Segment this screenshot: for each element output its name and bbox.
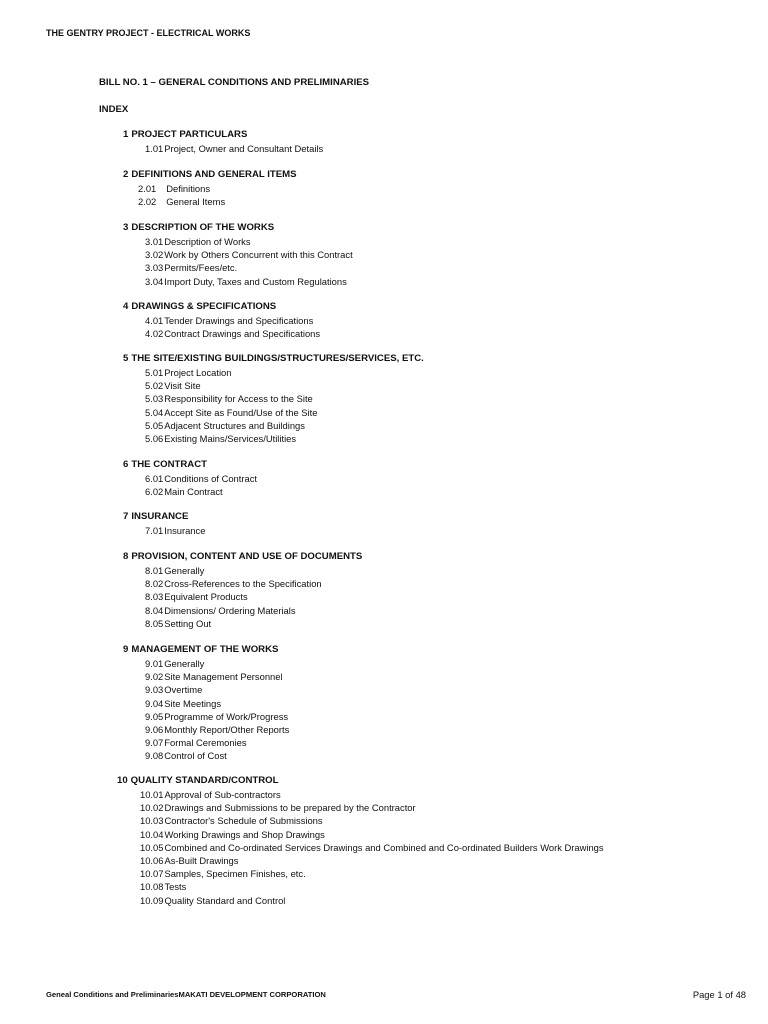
section-number: 4 bbox=[123, 301, 129, 312]
item-number: 6.02 bbox=[145, 486, 164, 498]
item-number: 3.01 bbox=[145, 236, 164, 247]
section-heading bbox=[123, 222, 274, 233]
section-number: 2 bbox=[123, 169, 129, 180]
item-number: 5.02 bbox=[145, 380, 164, 392]
index-item bbox=[138, 183, 210, 194]
item-number: 3.04 bbox=[145, 275, 164, 287]
index-item bbox=[145, 367, 231, 378]
item-label: As-Built Drawings bbox=[164, 855, 239, 866]
item-label: Responsibility for Access to the Site bbox=[164, 393, 313, 405]
item-number: 6.01 bbox=[145, 473, 164, 484]
section-heading bbox=[123, 644, 278, 655]
item-label: Generally bbox=[164, 658, 205, 669]
footer-text: Geneal Conditions and PreliminariesMAKATI DEVELOPMENT CORPORATION bbox=[46, 990, 326, 999]
index-item bbox=[145, 420, 305, 431]
item-label: Existing Mains/Services/Utilities bbox=[164, 433, 297, 444]
index-item bbox=[145, 671, 283, 682]
item-label: Programme of Work/Progress bbox=[164, 710, 289, 722]
index-item bbox=[145, 658, 204, 669]
item-label: Cross-References to the Specification bbox=[164, 578, 322, 590]
item-label: Setting Out bbox=[164, 617, 212, 629]
item-number: 3.02 bbox=[145, 249, 164, 261]
index-item bbox=[145, 143, 323, 154]
section-heading bbox=[123, 301, 276, 312]
item-label: Work by Others Concurrent with this Contract bbox=[164, 249, 353, 261]
section-title: DRAWINGS & SPECIFICATIONS bbox=[131, 301, 277, 312]
item-label: Tender Drawings and Specifications bbox=[164, 315, 314, 326]
index-item bbox=[145, 486, 223, 497]
index-item bbox=[145, 433, 296, 444]
index-item bbox=[145, 276, 347, 287]
item-number: 5.04 bbox=[145, 406, 164, 418]
item-number: 10.05 bbox=[140, 841, 164, 853]
item-number: 8.01 bbox=[145, 565, 164, 576]
bill-title: BILL NO. 1 – GENERAL CONDITIONS AND PRELIMINARIES bbox=[99, 77, 370, 88]
item-number: 1.01 bbox=[145, 143, 164, 154]
section-number: 9 bbox=[123, 644, 129, 655]
item-label: Import Duty, Taxes and Custom Regulations bbox=[164, 275, 347, 287]
index-item bbox=[140, 895, 285, 906]
section-number: 6 bbox=[123, 459, 129, 470]
section-heading bbox=[123, 551, 362, 562]
index-item bbox=[145, 380, 201, 391]
item-label: Overtime bbox=[164, 684, 203, 696]
item-number: 9.08 bbox=[145, 750, 164, 762]
item-number: 10.09 bbox=[140, 894, 164, 906]
item-number: 9.05 bbox=[145, 710, 164, 722]
section-title: QUALITY STANDARD/CONTROL bbox=[130, 775, 279, 786]
item-label: Insurance bbox=[164, 525, 206, 536]
item-number: 10.02 bbox=[140, 802, 164, 814]
item-number: 5.01 bbox=[145, 367, 164, 378]
index-item bbox=[145, 315, 313, 326]
index-item bbox=[140, 842, 604, 853]
item-label: Site Management Personnel bbox=[164, 671, 283, 683]
index-item bbox=[145, 618, 211, 629]
item-label: General Items bbox=[166, 196, 226, 208]
index-item bbox=[145, 750, 227, 761]
item-number: 8.05 bbox=[145, 617, 164, 629]
item-number: 10.04 bbox=[140, 828, 164, 840]
section-title: THE SITE/EXISTING BUILDINGS/STRUCTURES/SERVICES, ETC. bbox=[131, 353, 424, 364]
section-title: PROVISION, CONTENT AND USE OF DOCUMENTS bbox=[131, 551, 363, 562]
item-number: 9.01 bbox=[145, 658, 164, 669]
item-label: Project, Owner and Consultant Details bbox=[164, 143, 324, 154]
item-label: Description of Works bbox=[164, 236, 251, 247]
index-item bbox=[145, 407, 317, 418]
index-item bbox=[140, 802, 416, 813]
section-heading bbox=[123, 169, 297, 180]
index-item bbox=[145, 578, 322, 589]
item-label: Dimensions/ Ordering Materials bbox=[164, 604, 296, 616]
item-label: Main Contract bbox=[164, 486, 223, 498]
index-item bbox=[140, 829, 325, 840]
item-number: 2.01 bbox=[138, 183, 157, 194]
index-item bbox=[145, 698, 221, 709]
item-label: Working Drawings and Shop Drawings bbox=[164, 828, 325, 840]
item-label: Site Meetings bbox=[164, 697, 222, 709]
index-item bbox=[145, 565, 204, 576]
item-number: 10.06 bbox=[140, 855, 164, 866]
index-item bbox=[140, 815, 323, 826]
section-title: PROJECT PARTICULARS bbox=[131, 129, 248, 140]
index-item bbox=[145, 262, 237, 273]
item-label: Generally bbox=[164, 565, 205, 576]
section-title: MANAGEMENT OF THE WORKS bbox=[131, 644, 279, 655]
item-number: 8.02 bbox=[145, 578, 164, 590]
index-item bbox=[140, 855, 238, 866]
section-title: DEFINITIONS AND GENERAL ITEMS bbox=[131, 169, 297, 180]
section-heading bbox=[123, 511, 188, 522]
item-number: 7.01 bbox=[145, 525, 164, 536]
item-number: 5.06 bbox=[145, 433, 164, 444]
section-number: 8 bbox=[123, 551, 129, 562]
index-item bbox=[145, 684, 202, 695]
index-label: INDEX bbox=[99, 104, 129, 115]
item-number: 8.04 bbox=[145, 604, 164, 616]
item-number: 10.07 bbox=[140, 868, 164, 880]
index-item bbox=[145, 525, 205, 536]
item-label: Drawings and Submissions to be prepared by the Contractor bbox=[164, 802, 416, 814]
item-label: Contract Drawings and Specifications bbox=[164, 328, 321, 340]
item-label: Formal Ceremonies bbox=[164, 737, 247, 749]
item-number: 9.02 bbox=[145, 671, 164, 683]
section-heading bbox=[123, 459, 207, 470]
page-number: Page 1 of 48 bbox=[692, 989, 746, 1000]
index-item bbox=[145, 737, 247, 748]
index-item bbox=[145, 724, 289, 735]
item-number: 2.02 bbox=[138, 196, 157, 208]
item-label: Approval of Sub-contractors bbox=[164, 789, 281, 800]
index-item bbox=[145, 605, 296, 616]
item-number: 8.03 bbox=[145, 591, 164, 603]
index-item bbox=[145, 249, 353, 260]
section-title: THE CONTRACT bbox=[131, 459, 208, 470]
item-label: Tests bbox=[164, 881, 187, 893]
item-number: 5.05 bbox=[145, 419, 164, 431]
item-label: Combined and Co-ordinated Services Drawings and Combined and Co-ordinated Builders Work Drawings bbox=[164, 841, 604, 853]
section-heading bbox=[123, 129, 247, 140]
section-title: INSURANCE bbox=[131, 511, 189, 522]
item-label: Definitions bbox=[166, 183, 211, 194]
item-label: Contractor's Schedule of Submissions bbox=[164, 815, 323, 827]
item-number: 9.06 bbox=[145, 724, 164, 735]
section-number: 10 bbox=[117, 775, 128, 786]
item-label: Quality Standard and Control bbox=[164, 894, 286, 906]
section-number: 7 bbox=[123, 511, 129, 522]
index-item bbox=[145, 473, 257, 484]
item-number: 9.04 bbox=[145, 697, 164, 709]
item-number: 3.03 bbox=[145, 262, 164, 274]
section-heading bbox=[117, 775, 278, 786]
index-item bbox=[140, 868, 306, 879]
section-number: 5 bbox=[123, 353, 129, 364]
item-number: 9.07 bbox=[145, 737, 164, 749]
index-item bbox=[145, 236, 251, 247]
item-number: 4.01 bbox=[145, 315, 164, 326]
index-item bbox=[140, 789, 281, 800]
item-number: 10.08 bbox=[140, 881, 164, 893]
item-label: Visit Site bbox=[164, 380, 201, 392]
section-number: 3 bbox=[123, 222, 129, 233]
item-number: 10.01 bbox=[140, 789, 164, 800]
item-label: Adjacent Structures and Buildings bbox=[164, 419, 305, 431]
index-item bbox=[145, 393, 313, 404]
item-label: Project Location bbox=[164, 367, 232, 378]
index-item bbox=[145, 328, 320, 339]
index-item bbox=[145, 711, 288, 722]
item-label: Permits/Fees/etc. bbox=[164, 262, 238, 274]
section-heading bbox=[123, 353, 424, 364]
item-label: Control of Cost bbox=[164, 750, 227, 762]
item-number: 10.03 bbox=[140, 815, 164, 827]
document-header: THE GENTRY PROJECT - ELECTRICAL WORKS bbox=[46, 28, 251, 38]
index-item bbox=[138, 196, 225, 207]
item-label: Equivalent Products bbox=[164, 591, 248, 603]
item-label: Monthly Report/Other Reports bbox=[164, 724, 290, 735]
section-title: DESCRIPTION OF THE WORKS bbox=[131, 222, 275, 233]
index-item bbox=[140, 881, 186, 892]
index-item bbox=[145, 591, 248, 602]
item-label: Accept Site as Found/Use of the Site bbox=[164, 406, 318, 418]
item-number: 5.03 bbox=[145, 393, 164, 405]
item-label: Conditions of Contract bbox=[164, 473, 258, 484]
item-number: 4.02 bbox=[145, 328, 164, 340]
item-label: Samples, Specimen Finishes, etc. bbox=[164, 868, 306, 880]
item-number: 9.03 bbox=[145, 684, 164, 696]
section-number: 1 bbox=[123, 129, 129, 140]
